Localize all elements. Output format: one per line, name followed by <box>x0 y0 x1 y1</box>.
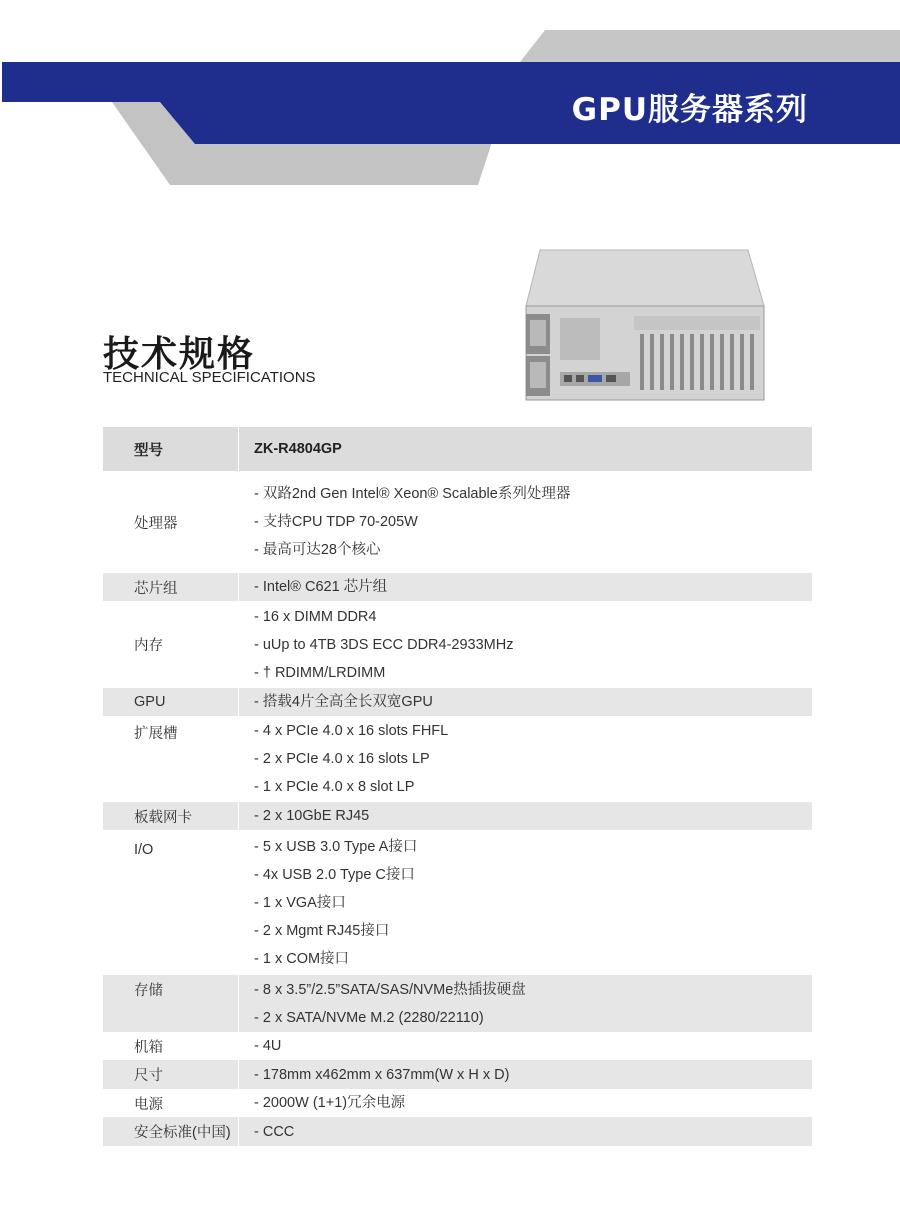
spec-value: - 1 x COM接口 <box>254 950 350 967</box>
page-title: 技术规格 <box>103 334 256 375</box>
spec-value: - 2 x Mgmt RJ45接口 <box>254 922 390 939</box>
spec-header-value: ZK-R4804GP <box>254 441 342 457</box>
spec-value: - 2 x PCIe 4.0 x 16 slots LP <box>254 751 430 767</box>
spec-row-memory <box>103 601 812 688</box>
spec-value: - 178mm x462mm x 637mm(W x H x D) <box>254 1066 510 1083</box>
spec-label: GPU <box>103 688 239 716</box>
spec-value: - CCC <box>254 1123 295 1140</box>
spec-value: - uUp to 4TB 3DS ECC DDR4-2933MHz <box>254 636 514 653</box>
banner-gray-stripe-top <box>520 30 900 62</box>
spec-value: - 1 x PCIe 4.0 x 8 slot LP <box>254 779 415 795</box>
spec-value: - 2000W (1+1)冗余电源 <box>254 1095 406 1111</box>
spec-row-certification <box>103 1117 812 1146</box>
spec-label: 内存 <box>103 601 239 688</box>
spec-value: - 4x USB 2.0 Type C接口 <box>254 866 415 883</box>
spec-header-label: 型号 <box>103 427 239 471</box>
spec-value: - 双路2nd Gen Intel® Xeon® Scalable系列处理器 <box>254 486 571 502</box>
banner-title: GPU服务器系列 <box>571 92 808 128</box>
spec-label: 扩展槽 <box>103 716 239 802</box>
spec-row-dimensions <box>103 1060 812 1089</box>
page-subtitle: TECHNICAL SPECIFICATIONS <box>103 369 316 386</box>
spec-value: - 1 x VGA接口 <box>254 894 346 911</box>
spec-label: 尺寸 <box>103 1060 239 1089</box>
spec-label: 安全标准(中国) <box>103 1117 239 1146</box>
spec-value: - 8 x 3.5”/2.5”SATA/SAS/NVMe热插拔硬盘 <box>254 981 526 998</box>
spec-row-expansion <box>103 716 812 802</box>
spec-label: 芯片组 <box>103 573 239 601</box>
spec-label: 存储 <box>103 975 239 1032</box>
spec-header-row <box>103 427 812 471</box>
spec-value: - † RDIMM/LRDIMM <box>254 664 386 681</box>
spec-value: - 2 x SATA/NVMe M.2 (2280/22110) <box>254 1009 484 1026</box>
server-image <box>518 244 772 404</box>
spec-value: - 5 x USB 3.0 Type A接口 <box>254 838 418 855</box>
spec-row-storage <box>103 975 812 1032</box>
spec-row-chassis <box>103 1032 812 1060</box>
header-banner <box>0 0 900 200</box>
spec-label: 处理器 <box>103 471 239 573</box>
spec-value: - 搭载4片全高全长双宽GPU <box>254 694 433 710</box>
spec-row-gpu <box>103 688 812 716</box>
spec-label: 电源 <box>103 1089 239 1117</box>
spec-row-power <box>103 1089 812 1117</box>
spec-label: 机箱 <box>103 1032 239 1060</box>
spec-value: - 4U <box>254 1038 282 1054</box>
spec-value: - 16 x DIMM DDR4 <box>254 608 377 625</box>
spec-value: - 支持CPU TDP 70-205W <box>254 514 418 530</box>
spec-label: 板载网卡 <box>103 802 239 830</box>
spec-value: - 4 x PCIe 4.0 x 16 slots FHFL <box>254 723 449 739</box>
spec-row-cpu <box>103 471 812 573</box>
spec-table <box>103 427 812 1146</box>
spec-row-nic <box>103 802 812 830</box>
spec-value: - 2 x 10GbE RJ45 <box>254 808 370 824</box>
spec-value: - 最高可达28个核心 <box>254 542 381 558</box>
spec-value: - Intel® C621 芯片组 <box>254 579 388 595</box>
spec-row-io <box>103 830 812 975</box>
spec-row-chipset <box>103 573 812 601</box>
spec-label: I/O <box>103 830 239 975</box>
